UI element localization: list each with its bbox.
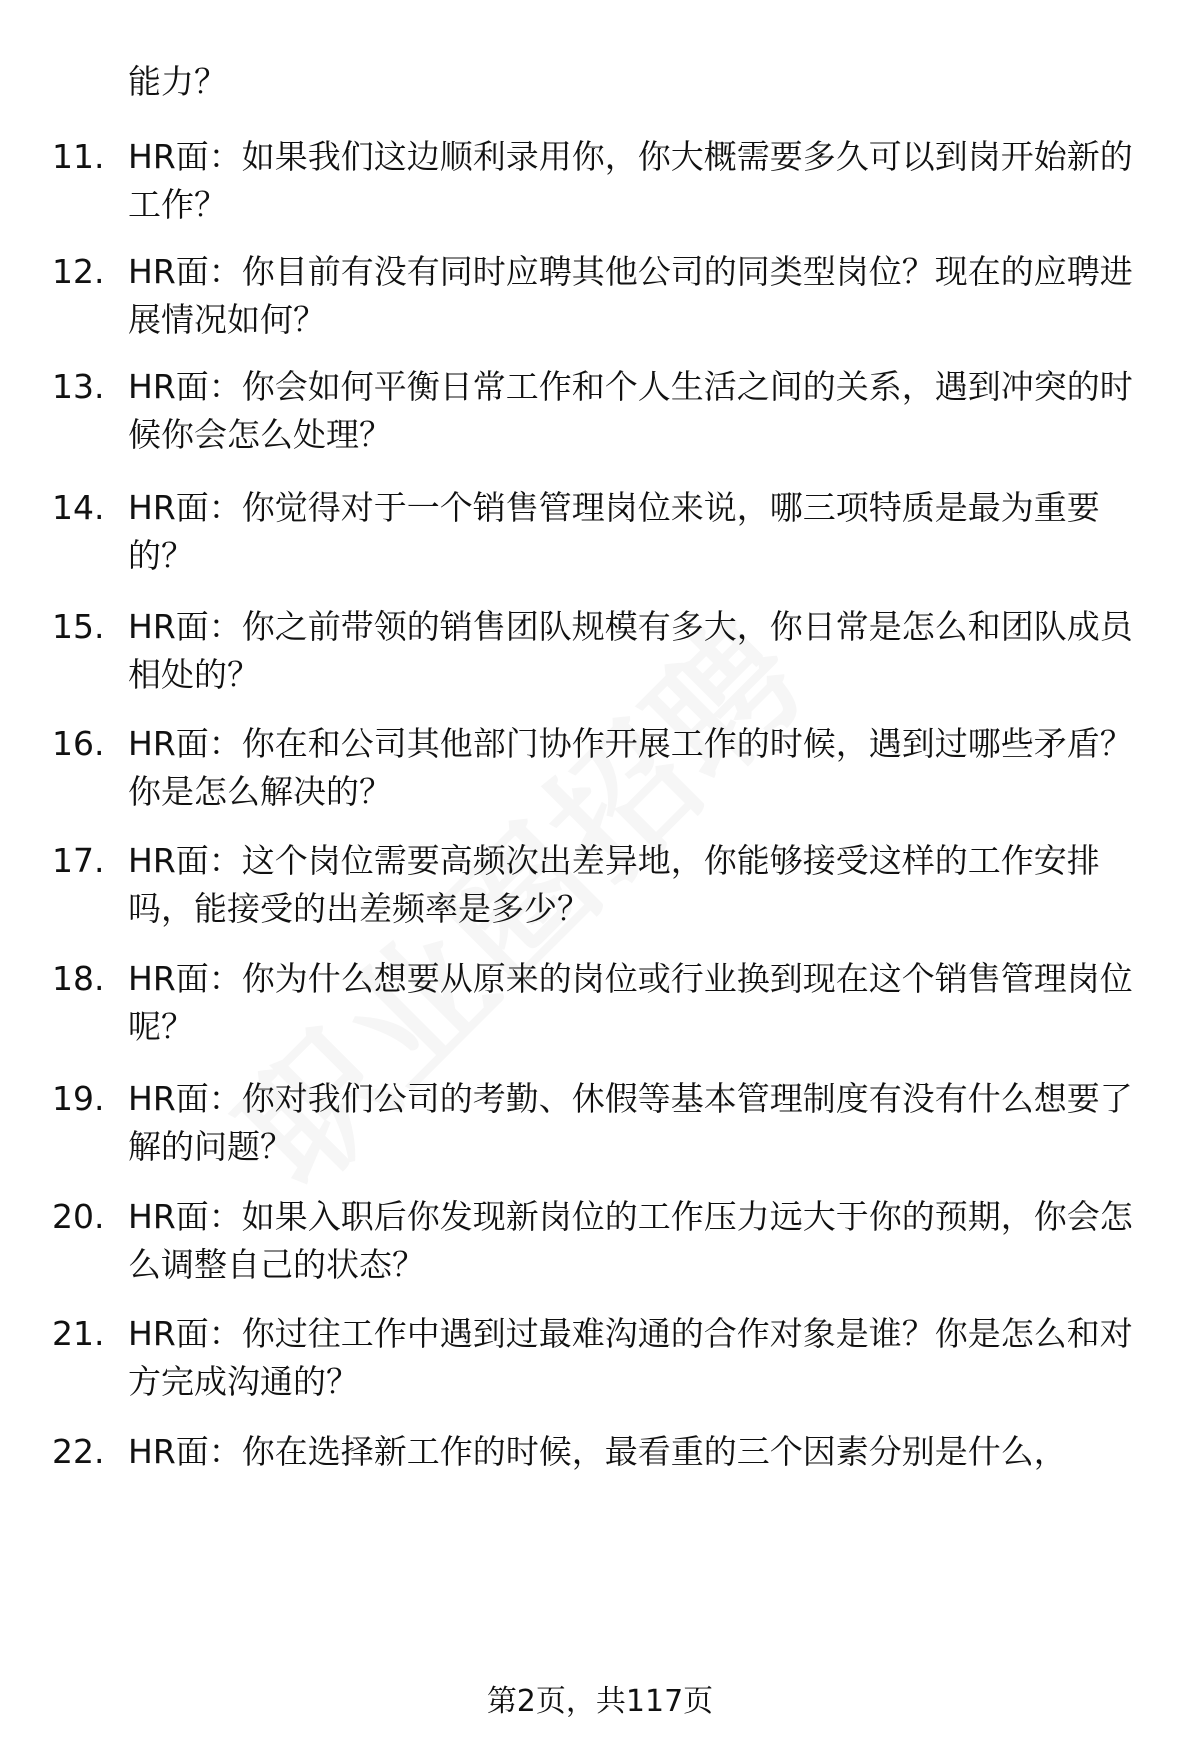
question-text: HR面：你过往工作中遇到过最难沟通的合作对象是谁？你是怎么和对方完成沟通的？	[128, 1314, 1133, 1401]
question-item	[52, 837, 1147, 933]
question-number: 14.	[52, 488, 105, 527]
question-text: HR面：你目前有没有同时应聘其他公司的同类型岗位？现在的应聘进展情况如何？	[128, 252, 1133, 339]
question-item	[52, 1075, 1147, 1171]
question-number: 15.	[52, 607, 105, 646]
question-item	[52, 720, 1147, 816]
question-number: 19.	[52, 1079, 105, 1118]
question-item	[52, 133, 1147, 229]
question-item	[52, 603, 1147, 699]
question-number: 22.	[52, 1432, 105, 1471]
question-number: 16.	[52, 724, 105, 763]
question-text: HR面：你为什么想要从原来的岗位或行业换到现在这个销售管理岗位呢？	[128, 959, 1133, 1046]
question-text: HR面：如果入职后你发现新岗位的工作压力远大于你的预期，你会怎么调整自己的状态？	[128, 1197, 1133, 1284]
question-item	[52, 484, 1147, 580]
question-number: 17.	[52, 841, 105, 880]
question-number: 12.	[52, 252, 105, 291]
question-item	[52, 1428, 1147, 1476]
question-text: HR面：你觉得对于一个销售管理岗位来说，哪三项特质是最为重要的？	[128, 488, 1100, 575]
question-item	[52, 1310, 1147, 1406]
question-text: HR面：你对我们公司的考勤、休假等基本管理制度有没有什么想要了解的问题？	[128, 1079, 1133, 1166]
question-item	[52, 955, 1147, 1051]
question-item	[52, 1193, 1147, 1289]
question-text: HR面：你会如何平衡日常工作和个人生活之间的关系，遇到冲突的时候你会怎么处理？	[128, 367, 1133, 454]
question-text: HR面：你在选择新工作的时候，最看重的三个因素分别是什么，	[128, 1432, 1067, 1471]
question-text: HR面：你在和公司其他部门协作开展工作的时候，遇到过哪些矛盾？你是怎么解决的？	[128, 724, 1133, 811]
question-number: 18.	[52, 959, 105, 998]
question-number: 20.	[52, 1197, 105, 1236]
question-text: HR面：这个岗位需要高频次出差异地，你能够接受这样的工作安排吗，能接受的出差频率是多少？	[128, 841, 1100, 928]
question-number: 21.	[52, 1314, 105, 1353]
continued-text: 能力？	[128, 62, 227, 101]
question-item	[52, 248, 1147, 344]
question-number: 13.	[52, 367, 105, 406]
question-text: HR面：如果我们这边顺利录用你，你大概需要多久可以到岗开始新的工作？	[128, 137, 1133, 224]
page-footer: 第2页，共117页	[486, 1684, 714, 1719]
question-item	[52, 363, 1147, 459]
question-number: 11.	[52, 137, 105, 176]
question-text: HR面：你之前带领的销售团队规模有多大，你日常是怎么和团队成员相处的？	[128, 607, 1133, 694]
